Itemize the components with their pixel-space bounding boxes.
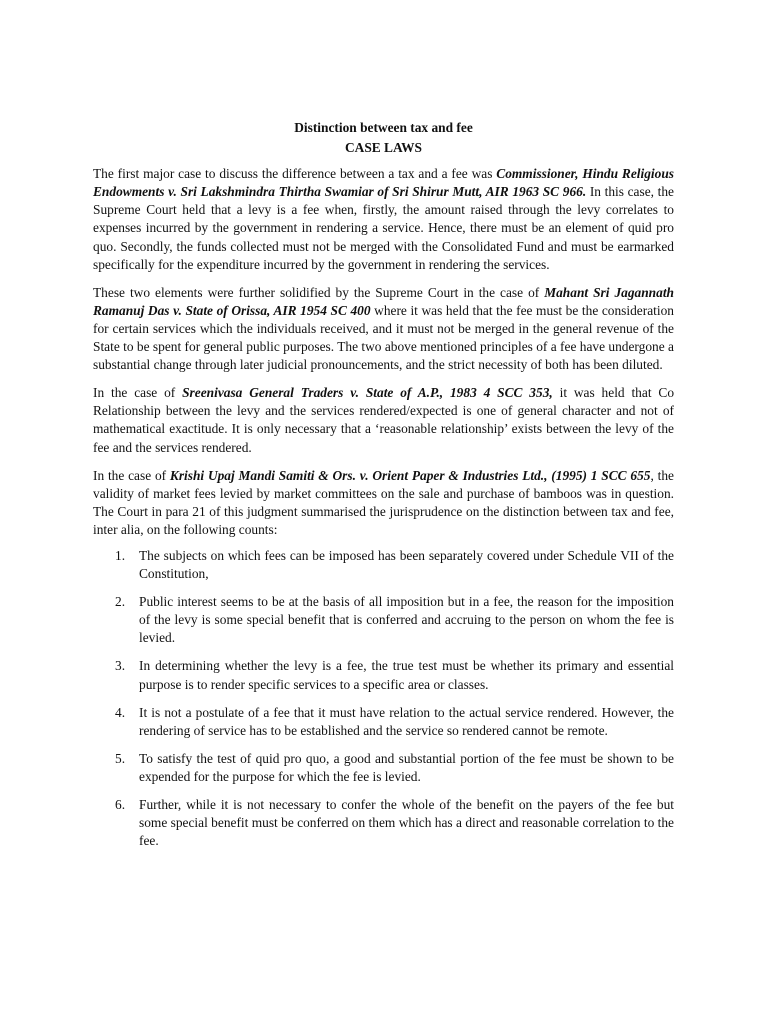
list-item-text: In determining whether the levy is a fee, the true test must be whether its primary and essential purpose is to render specific services to a specific area or classes. bbox=[139, 658, 674, 692]
list-item-text: Further, while it is not necessary to confer the whole of the benefit on the payers of the fee but some special benefit must be conferred on them which has a direct and reasonable correlation to the fee. bbox=[139, 797, 674, 849]
case-citation: Commissioner, Hindu Religious Endowments v. Sri Lakshmindra Thirtha Swamiar of Sri Shirur Mutt, AIR 1963 SC 966. bbox=[93, 166, 675, 200]
list-item bbox=[93, 657, 674, 693]
list-number: 1. bbox=[115, 547, 126, 563]
list-item bbox=[93, 593, 674, 647]
paragraph bbox=[93, 284, 674, 374]
paragraph-text: In the case of bbox=[93, 467, 170, 483]
paragraph-text: In this case, the Supreme Court held that a levy is a fee when, firstly, the amount raised through the levy correlates to expenses incurred by the government in rendering a service. Hence, there must be an element of quid pro quo. Secondly, the funds collected must not be merged with the Consolidated Fund and must be earmarked specifically for the expenditure incurred by the government in rendering the services. bbox=[93, 184, 674, 272]
case-citation: Mahant Sri Jagannath Ramanuj Das v. State of Orissa, AIR 1954 SC 400 bbox=[93, 284, 674, 318]
paragraph-text: it was held that Co Relationship between the levy and the services rendered/expected is one of general character and not of mathematical exactitude. It is only necessary that a ‘reasonable relationship’ exists between the levy of the fee and the services rendered. bbox=[93, 385, 675, 455]
paragraph-text: where it was held that the fee must be the consideration for certain services which the individuals received, and it must not be merged in the general revenue of the State to be spent for general public purposes. The two above mentioned principles of a fee have undergone a substantial change through later judicial pronouncements, and the strict necessity of both has been diluted. bbox=[93, 302, 674, 373]
list-item bbox=[93, 796, 674, 850]
paragraph-text: , the validity of market fees levied by market committees on the sale and purchase of bamboos was in question. The Court in para 21 of this judgment summarised the jurisprudence on the distinction between tax and fee, inter alia, on the following counts: bbox=[93, 467, 674, 537]
list-item-text: Public interest seems to be at the basis of all imposition but in a fee, the reason for the imposition of the levy is some special benefit that is conferred and accruing to the person on whom the fee is levied. bbox=[139, 594, 674, 646]
list-number: 6. bbox=[115, 797, 126, 812]
case-citation: Krishi Upaj Mandi Samiti & Ors. v. Orient Paper & Industries Ltd., (1995) 1 SCC 655 bbox=[169, 467, 651, 483]
document-subtitle: CASE LAWS bbox=[344, 140, 423, 156]
paragraph bbox=[93, 467, 674, 539]
list-item-text: To satisfy the test of quid pro quo, a good and substantial portion of the fee must be shown to be expended for the purpose for which the fee is levied. bbox=[139, 750, 674, 784]
list-number: 5. bbox=[115, 750, 126, 766]
document-title: Distinction between tax and fee bbox=[294, 120, 473, 135]
counts-list bbox=[93, 547, 674, 850]
paragraph-text: These two elements were further solidified by the Supreme Court in the case of bbox=[93, 284, 545, 300]
paragraph-text: In the case of bbox=[93, 385, 183, 401]
list-number: 2. bbox=[115, 594, 126, 610]
case-citation: Sreenivasa General Traders v. State of A.P., 1983 4 SCC 353, bbox=[182, 385, 553, 401]
list-item bbox=[93, 750, 674, 786]
paragraph bbox=[93, 384, 674, 456]
list-item bbox=[93, 547, 674, 583]
list-item-text: The subjects on which fees can be imposed has been separately covered under Schedule VII of the Constitution, bbox=[139, 547, 674, 582]
document-body bbox=[93, 119, 674, 860]
list-item-text: It is not a postulate of a fee that it must have relation to the actual service rendered. However, the rendering of service has to be established and the service so rendered cannot be remote. bbox=[139, 704, 674, 738]
list-item bbox=[93, 704, 674, 740]
paragraph-text: The first major case to discuss the difference between a tax and a fee was bbox=[93, 166, 497, 182]
list-number: 3. bbox=[115, 658, 126, 674]
list-number: 4. bbox=[115, 704, 126, 720]
paragraph bbox=[93, 165, 674, 274]
